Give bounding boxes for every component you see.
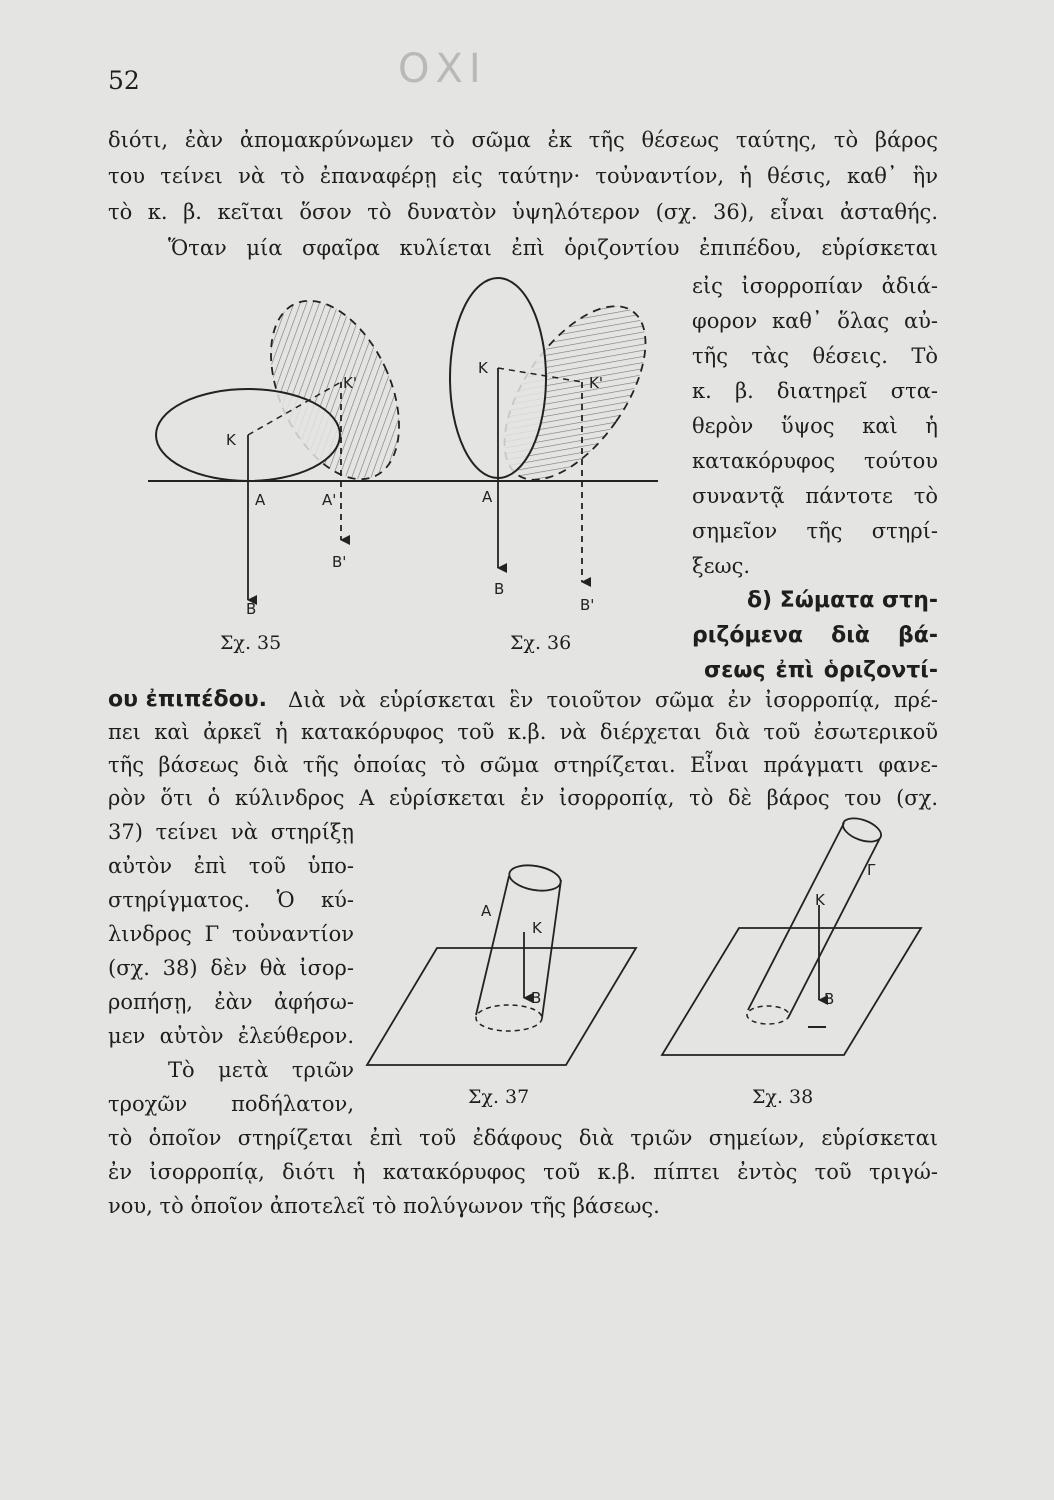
label-B: B — [531, 989, 542, 1007]
label-K: K — [478, 359, 488, 377]
text-line: φορον καθ᾽ ὅλας αὐ- — [692, 309, 938, 333]
text-line: κ. β. διατηρεῖ στα- — [692, 379, 938, 403]
text-line: νου, τὸ ὁποῖον ἀποτελεῖ τὸ πολύγωνον τῆς βάσεως. — [108, 1194, 660, 1218]
label-K-prime: K' — [589, 374, 603, 392]
section-heading: δ) Σώματα στη- — [746, 588, 938, 613]
figure-35 — [156, 281, 425, 618]
label-K: K — [815, 891, 825, 909]
text-line: σημεῖον τῆς στηρί- — [692, 519, 938, 543]
label-A: A — [482, 488, 493, 506]
text-line: πει καὶ ἀρκεῖ ἡ κατακόρυφος τοῦ κ.β. νὰ διέρχεται διὰ τοῦ ἐσωτερικοῦ — [108, 720, 938, 744]
figure-caption: Σχ. 36 — [510, 632, 572, 654]
label-A-prime: A' — [322, 491, 337, 509]
label-B: B — [494, 580, 505, 598]
figure-36 — [450, 278, 673, 614]
text-line: ροπήσῃ, ἐὰν ἀφήσω- — [108, 990, 354, 1014]
text-line: 37) τείνει νὰ στηρίξῃ — [108, 820, 354, 844]
figure-caption: Σχ. 38 — [752, 1086, 814, 1108]
text-line: μεν αὐτὸν ἐλεύθερον. — [108, 1024, 354, 1048]
text-line: τὸ κ. β. κεῖται ὅσον τὸ δυνατὸν ὑψηλότερον (σχ. 36), εἶναι ἀσταθής. — [108, 200, 938, 224]
text-line: τὸ ὁποῖον στηρίζεται ἐπὶ τοῦ ἐδάφους διὰ τριῶν σημείων, εὑρίσκεται — [108, 1126, 938, 1150]
text-line: αὐτὸν ἐπὶ τοῦ ὑπο- — [108, 854, 354, 878]
label-B: B — [246, 600, 257, 618]
text-line: στηρίγματος. Ὁ κύ- — [108, 888, 354, 912]
handwritten-mark: ΟΧΙ — [398, 46, 487, 92]
label-B-prime: B' — [332, 553, 347, 571]
text-line: (σχ. 38) δὲν θὰ ἰσορ- — [108, 956, 354, 980]
text-line: διότι, ἐὰν ἀπομακρύνωμεν τὸ σῶμα ἐκ τῆς θέσεως ταύτης, τὸ βάρος — [108, 128, 938, 152]
cylinder-base — [476, 1005, 542, 1031]
label-K: K — [532, 919, 542, 937]
page-number: 52 — [108, 66, 140, 95]
text-line: λινδρος Γ τοὐναντίον — [108, 922, 354, 946]
section-heading-end: ου ἐπιπέδου. — [108, 687, 267, 712]
base-plane — [367, 948, 636, 1065]
text-line: συναντᾷ πάντοτε τὸ — [692, 484, 938, 508]
figure-37 — [367, 862, 636, 1065]
figure-caption: Σχ. 35 — [220, 632, 282, 654]
text-line: ρὸν ὅτι ὁ κύλινδρος Α εὑρίσκεται ἐν ἰσορροπίᾳ, τὸ δὲ βάρος του (σχ. — [108, 786, 938, 810]
text-line: κατακόρυφος τούτου — [692, 449, 938, 473]
label-A: A — [481, 902, 492, 920]
text-line: Διὰ νὰ εὑρίσκεται ἓν τοιοῦτον σῶμα ἐν ἰσορροπίᾳ, πρέ- — [288, 688, 938, 712]
text-line: του τείνει νὰ τὸ ἐπαναφέρῃ εἰς ταύτην· τοὐναντίον, ἡ θέσις, καθ᾽ ἣν — [108, 164, 938, 188]
label-B-prime: B' — [580, 596, 595, 614]
text-line: ἐν ἰσορροπίᾳ, διότι ἡ κατακόρυφος τοῦ κ.β. πίπτει ἐντὸς τοῦ τριγώ- — [108, 1160, 938, 1184]
label-Gamma: Γ — [867, 861, 876, 879]
text-line: εἰς ἰσορροπίαν ἀδιά- — [692, 274, 938, 298]
label-B: B — [824, 990, 835, 1008]
figure-caption: Σχ. 37 — [468, 1086, 530, 1108]
section-heading: σεως ἐπὶ ὁριζοντί- — [704, 658, 938, 683]
text-line: τροχῶν ποδήλατον, — [108, 1092, 354, 1116]
base-plane — [662, 928, 921, 1055]
cylinder-base — [747, 1006, 789, 1024]
text-line: θερὸν ὕψος καὶ ἡ — [692, 414, 938, 438]
text-line: Ὅταν μία σφαῖρα κυλίεται ἐπὶ ὁριζοντίου ἐπιπέδου, εὑρίσκεται — [168, 236, 938, 260]
text-line: ξεως. — [692, 554, 751, 578]
text-line: Τὸ μετὰ τριῶν — [168, 1058, 354, 1082]
label-A: A — [255, 491, 266, 509]
text-line: τῆς τὰς θέσεις. Τὸ — [692, 344, 938, 368]
section-heading: ριζόμενα διὰ βά- — [692, 623, 938, 648]
label-K-prime: K' — [343, 374, 357, 392]
text-line: τῆς βάσεως διὰ τῆς ὁποίας τὸ σῶμα στηρίζεται. Εἶναι πράγματι φανε- — [108, 753, 938, 777]
figure-38 — [662, 814, 921, 1055]
label-K: K — [226, 431, 236, 449]
